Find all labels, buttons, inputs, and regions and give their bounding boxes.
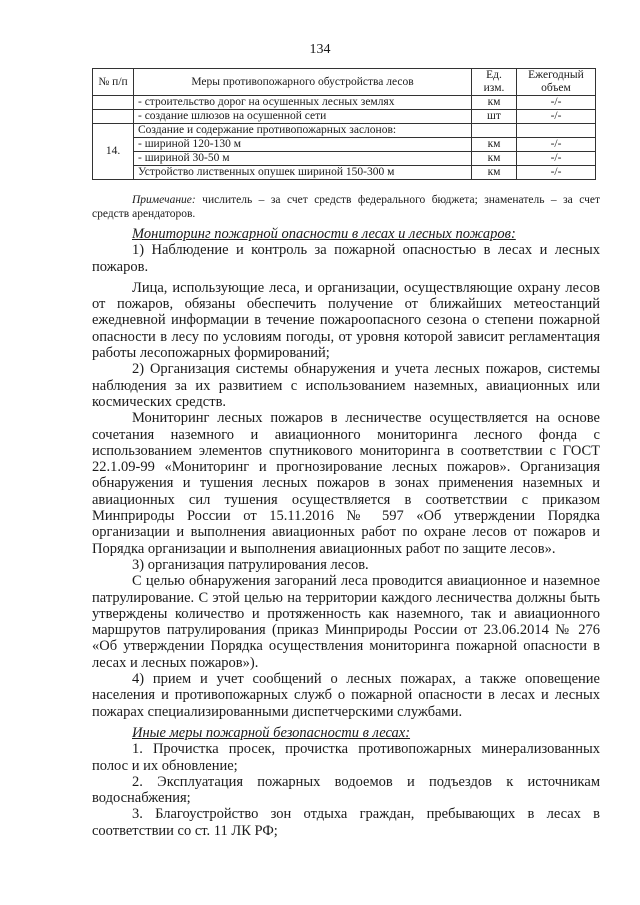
- fire-measures-table: [92, 68, 596, 180]
- page-number: 134: [309, 42, 331, 57]
- section-heading-other-measures: Иные меры пожарной безопасности в лесах:: [132, 724, 411, 741]
- section-heading-monitoring: Мониторинг пожарной опасности в лесах и лесных пожаров:: [132, 226, 516, 242]
- table-row: [93, 96, 596, 110]
- paragraph: 4) прием и учет сообщений о лесных пожарах, а также оповещение населения и противопожарных служб о пожарной опасности в лесах и лесных пожарах специализированными диспетчерскими службами.: [92, 671, 600, 720]
- paragraph: 2) Организация системы обнаружения и учета лесных пожаров, системы наблюдения за их развитием с использованием наземных, авиационных или космических средств.: [92, 361, 600, 410]
- paragraph: 1) Наблюдение и контроль за пожарной опасностью в лесах и лесных пожаров.: [92, 242, 600, 275]
- row-unit: [472, 124, 517, 138]
- header-number: № п/п: [93, 69, 134, 96]
- row-unit: км: [472, 152, 517, 166]
- paragraph: Лица, использующие леса, и организации, осуществляющие охрану лесов от пожаров, обязаны обеспечить получение от ближайших метеостанций ежедневной информации в течение пожароопасного сезона о степени пожарной опасности в лесу по условиям погоды, от уровня которой зависит регламентация работы лесопожарных формирований;: [92, 279, 600, 362]
- table-header-row: [93, 69, 596, 96]
- note-label: Примечание:: [132, 194, 196, 206]
- table-note: [92, 193, 600, 221]
- row-measure: - шириной 120-130 м: [134, 138, 472, 152]
- row-measure: Устройство лиственных опушек шириной 150-300 м: [134, 166, 472, 180]
- paragraph: С целью обнаружения загораний леса проводится авиационное и наземное патрулирование. С этой целью на территории каждого лесничества должны быть утверждены количество и протяженность как наземного, так и авиационного маршрутов патрулирования (приказ Минприроды России от 23.06.2014 № 276 «Об утверждении Порядка осуществления мониторинга пожарной опасности в лесах и лесных пожаров»).: [92, 573, 600, 671]
- row-volume: -/-: [517, 96, 596, 110]
- row-volume: -/-: [517, 138, 596, 152]
- note-text: числитель – за счет средств федерального бюджета; знаменатель – за счет средств арендаторов.: [92, 194, 600, 220]
- row-group-number: 14.: [93, 124, 134, 180]
- row-measure: - шириной 30-50 м: [134, 152, 472, 166]
- paragraph: 1. Прочистка просек, прочистка противопожарных минерализованных полос и их обновление;: [92, 741, 600, 774]
- row-unit: шт: [472, 110, 517, 124]
- table-row: [93, 138, 596, 152]
- table-row: [93, 152, 596, 166]
- header-volume: Ежегодный объем: [517, 69, 596, 96]
- row-number-cell: [93, 96, 134, 110]
- header-measure: Меры противопожарного обустройства лесов: [134, 69, 472, 96]
- paragraph: 3) организация патрулирования лесов.: [132, 556, 369, 573]
- table-row: [93, 166, 596, 180]
- row-unit: км: [472, 138, 517, 152]
- paragraph: 2. Эксплуатация пожарных водоемов и подъездов к источникам водоснабжения;: [92, 773, 600, 807]
- row-volume: -/-: [517, 110, 596, 124]
- row-measure: Создание и содержание противопожарных заслонов:: [134, 124, 472, 138]
- document-body: [92, 226, 600, 839]
- paragraph: Мониторинг лесных пожаров в лесничестве осуществляется на основе сочетания наземного и авиационного мониторинга лесного фонда с использованием элементов спутникового мониторинга в соответствии с ГОСТ 22.1.09-99 «Мониторинг и прогнозирование лесных пожаров». Организация обнаружения и тушения лесных пожаров в зонах применения наземных и авиационных сил тушения осуществляется в соответствии с приказом Минприроды России от 15.11.2016 № 597 «Об утверждении Порядка организации и выполнения авиационных работ по охране лесов от пожаров и Порядка организации и выполнения авиационных работ по защите лесов».: [92, 410, 600, 557]
- row-measure: - создание шлюзов на осушенной сети: [134, 110, 472, 124]
- row-volume: -/-: [517, 166, 596, 180]
- row-measure: - строительство дорог на осушенных лесных землях: [134, 96, 472, 110]
- row-volume: -/-: [517, 152, 596, 166]
- row-unit: км: [472, 166, 517, 180]
- paragraph: 3. Благоустройство зон отдыха граждан, пребывающих в лесах в соответствии со ст. 11 ЛК РФ;: [92, 806, 600, 839]
- row-unit: км: [472, 96, 517, 110]
- row-volume: [517, 124, 596, 138]
- row-number-cell: [93, 110, 134, 124]
- header-unit: Ед. изм.: [472, 69, 517, 96]
- table-row: [93, 124, 596, 138]
- table-row: [93, 110, 596, 124]
